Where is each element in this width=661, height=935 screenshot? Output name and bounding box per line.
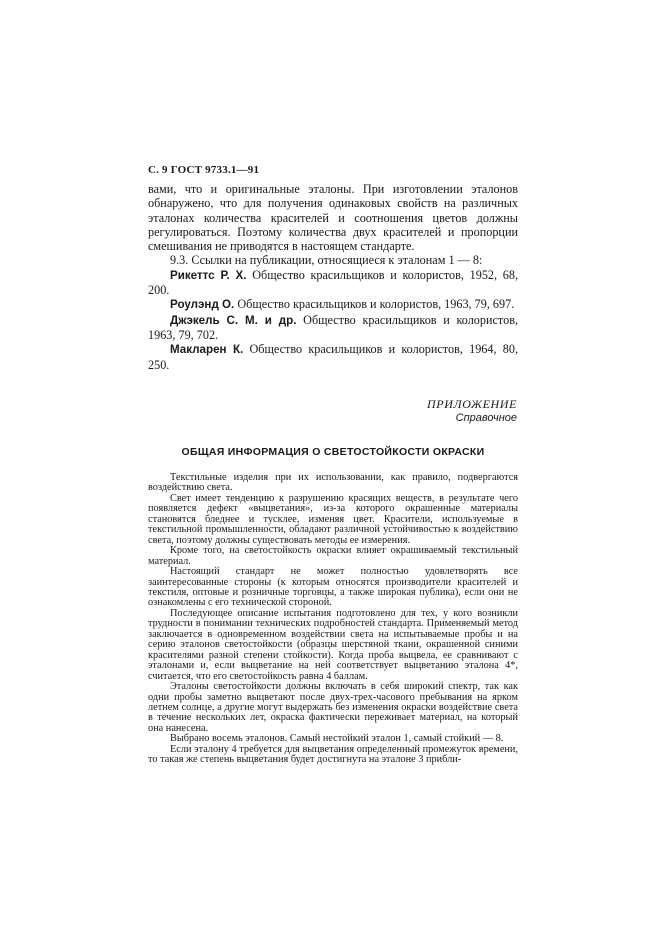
paragraph: Последующее описание испытания подготовлено для тех, у кого возникли трудности в понимании технических подробностей стандарта. Применяемый метод заключается в одновременном воздействии света на испытываемые пробы и на серию эталонов светостойкости (образцы шерстяной ткани, окрашенной синими красителями разной степени стойкости). Когда проба выцвела, ее сравнивают с эталонами и, если выцветание на ней соответствует выцветанию эталона 4*, считается, что его светостойкость равна 4 баллам. — [148, 607, 518, 682]
paragraph: Эталоны светостойкости должны включать в себя широкий спектр, так как одни пробы заметно выцветают после двух-трех-часового пребывания на ярком летнем солнце, а другие могут выдержать без изменения окраски воздействие света в течение нескольких лет, окраска фактически переживает материал, на который она нанесена. — [148, 681, 518, 734]
appendix-body — [148, 473, 518, 766]
page-header: С. 9 ГОСТ 9733.1—91 — [148, 164, 260, 176]
reference-author: Роулэнд О. — [170, 298, 235, 312]
paragraph: Если эталону 4 требуется для выцветания определенный промежуток времени, то такая же степень выцветания будет достигнута на эталоне 3 прибли- — [148, 743, 518, 766]
reference — [148, 313, 518, 343]
reference — [148, 297, 518, 312]
reference-text: Общество красильщиков и колористов, 1952, 68, 200. — [148, 267, 518, 298]
reference-list — [148, 268, 518, 372]
reference — [148, 342, 518, 372]
paragraph: Текстильные изделия при их использовании, как правило, подвергаются воздействию света. — [148, 472, 518, 494]
reference-author: Джэкель С. М. и др. — [170, 313, 297, 327]
section-title: ОБЩАЯ ИНФОРМАЦИЯ О СВЕТОСТОЙКОСТИ ОКРАСКИ — [181, 446, 485, 458]
paragraph: вами, что и оригинальные эталоны. При изготовлении эталонов обнаружено, что для получения одинаковых свойств на различных эталонах количества красителей и соотношения цветов должны регулироваться. Поэтому количества двух красителей и пропорции смешивания не приводятся в настоящем стандарте. — [148, 182, 518, 254]
paragraph: Кроме того, на светостойкость окраски влияет окрашиваемый текстильный материал. — [148, 545, 518, 567]
paragraph: 9.3. Ссылки на публикации, относящиеся к эталонам 1 — 8: — [170, 253, 483, 268]
paragraph: Настоящий стандарт не может полностью удовлетворять все заинтересованные стороны (к которым относятся производители красителей и текстиля, оптовые и розничные торговцы, а также широкая публика), если они не ознакомлены с его технической стороной. — [148, 566, 518, 609]
appendix-title: ПРИЛОЖЕНИЕ — [427, 397, 517, 411]
paragraph: Свет имеет тенденцию к разрушению красящих веществ, в результате чего появляется дефект «выцветания», из-за которого окрашенные материалы становятся бледнее и тусклее, изменяя цвет. Красители, используемые в текстильной промышленности, обладают различной устойчивостью к воздействию света, поэтому должны существовать методы ее измерения. — [148, 492, 518, 546]
reference — [148, 268, 518, 298]
reference-text: Общество красильщиков и колористов, 1964, 80, 250. — [148, 342, 518, 372]
reference-author: Макларен К. — [170, 343, 244, 357]
appendix-label — [427, 397, 517, 425]
main-text — [148, 182, 518, 372]
reference-author: Рикеттс Р. Х. — [170, 268, 247, 282]
paragraph: Выбрано восемь эталонов. Самый нестойкий эталон 1, самый стойкий — 8. — [170, 733, 504, 745]
reference-text: Общество красильщиков и колористов, 1963, 79, 697. — [234, 297, 515, 312]
reference-text: Общество красильщиков и колористов, 1963, 79, 702. — [148, 312, 518, 342]
appendix-subtitle: Справочное — [455, 412, 517, 424]
